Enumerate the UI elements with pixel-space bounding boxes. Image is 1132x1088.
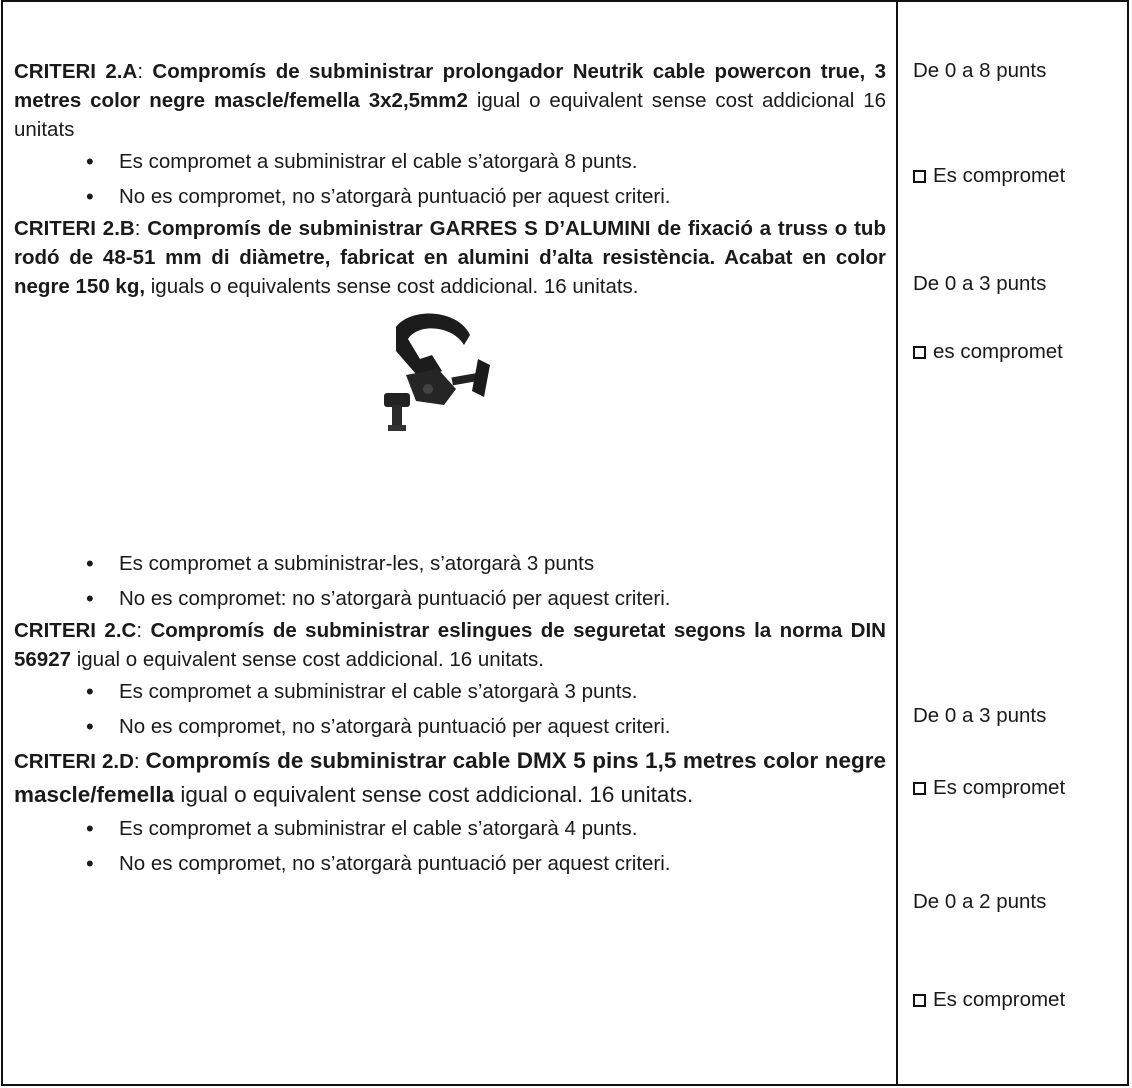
- criterion-2a-bullet-2: • No es compromet, no s’atorgarà puntuació per aquest criteri.: [14, 179, 886, 214]
- criterion-2a-checkbox-label: Es compromet: [933, 164, 1066, 187]
- criterion-2a-bullet-1: • Es compromet a subministrar el cable s’atorgarà 8 punts.: [14, 144, 886, 179]
- checkbox-icon[interactable]: [913, 170, 926, 183]
- criterion-2b-checkbox-row[interactable]: [913, 340, 1128, 364]
- criterion-2b-bold: Compromís de subministrar GARRES S D’ALUMINI de fixació a truss o tub rodó de 48-51 mm di diàmetre, fabricat en alumini d’alta resistència. Acabat en color negre 150 kg,: [14, 217, 886, 298]
- criterion-2a-sep: :: [137, 60, 153, 83]
- criterion-2d-checkbox-label: Es compromet: [933, 988, 1066, 1011]
- criterion-2c-bullet-2: • No es compromet, no s’atorgarà puntuació per aquest criteri.: [14, 709, 886, 744]
- criterion-2d-bullet-1: • Es compromet a subministrar el cable s’atorgarà 4 punts.: [14, 811, 886, 846]
- checkbox-icon[interactable]: [913, 346, 926, 359]
- criterion-2d-id: CRITERI 2.D: [14, 750, 134, 773]
- criterion-2c-bullets: [14, 674, 886, 744]
- checkbox-icon[interactable]: [913, 782, 926, 795]
- criterion-2a-checkbox-row[interactable]: [913, 164, 1128, 188]
- criterion-2c-rest: igual o equivalent sense cost addicional. 16 unitats.: [71, 648, 544, 671]
- criterion-2d-description: [14, 744, 886, 811]
- criterion-2b-sep: :: [134, 217, 148, 240]
- checkbox-icon[interactable]: [913, 994, 926, 1007]
- criterion-2b-points: De 0 a 3 punts: [913, 272, 1047, 295]
- criterion-2c-bold: Compromís de subministrar eslingues de seguretat segons la norma DIN 56927: [14, 619, 886, 671]
- criterion-2c-checkbox-row[interactable]: [913, 776, 1128, 800]
- criterion-2d-checkbox-row[interactable]: [913, 988, 1128, 1012]
- criterion-2b-bullet-2: • No es compromet: no s’atorgarà puntuació per aquest criteri.: [14, 581, 886, 616]
- criteria-column: [14, 57, 886, 881]
- criterion-2c-id: CRITERI 2.C: [14, 619, 137, 642]
- criterion-2b-bullets: [14, 546, 886, 616]
- criterion-2c-sep: :: [136, 619, 151, 642]
- clamp-image-area: [14, 301, 886, 546]
- criterion-2a-description: [14, 57, 886, 144]
- criterion-2a-points: De 0 a 8 punts: [913, 59, 1047, 82]
- criterion-2c-bullet-1: • Es compromet a subministrar el cable s’atorgarà 3 punts.: [14, 674, 886, 709]
- criterion-2d-rest: igual o equivalent sense cost addicional. 16 unitats.: [174, 782, 694, 807]
- criterion-2d-bullet-2: • No es compromet, no s’atorgarà puntuació per aquest criteri.: [14, 846, 886, 881]
- criterion-2d-bullets: [14, 811, 886, 881]
- criterion-2a-bold: Compromís de subministrar prolongador Neutrik cable powercon true, 3 metres color negre mascle/femella 3x2,5mm2: [14, 60, 886, 112]
- truss-clamp-icon: [366, 305, 506, 445]
- criterion-2b-id: CRITERI 2.B: [14, 217, 135, 240]
- criterion-2d-sep: :: [133, 750, 146, 773]
- column-divider: [896, 0, 898, 1086]
- criterion-2c-checkbox-label: Es compromet: [933, 776, 1066, 799]
- criterion-2a-rest: igual o equivalent sense cost addicional 16 unitats: [14, 89, 886, 141]
- criterion-2b-bullet-1: • Es compromet a subministrar-les, s’atorgarà 3 punts: [14, 546, 886, 581]
- criterion-2b-checkbox-label: es compromet: [933, 340, 1063, 363]
- criterion-2b-rest: iguals o equivalents sense cost addicional. 16 unitats.: [145, 275, 639, 298]
- criterion-2d-points: De 0 a 2 punts: [913, 890, 1047, 913]
- criterion-2c-points: De 0 a 3 punts: [913, 704, 1047, 727]
- criterion-2d-bold: Compromís de subministrar cable DMX 5 pins 1,5 metres color negre mascle/femella: [14, 748, 886, 807]
- criterion-2c-description: [14, 616, 886, 674]
- criterion-2a-bullets: [14, 144, 886, 214]
- criterion-2b-description: [14, 214, 886, 301]
- criterion-2a-id: CRITERI 2.A: [14, 60, 138, 83]
